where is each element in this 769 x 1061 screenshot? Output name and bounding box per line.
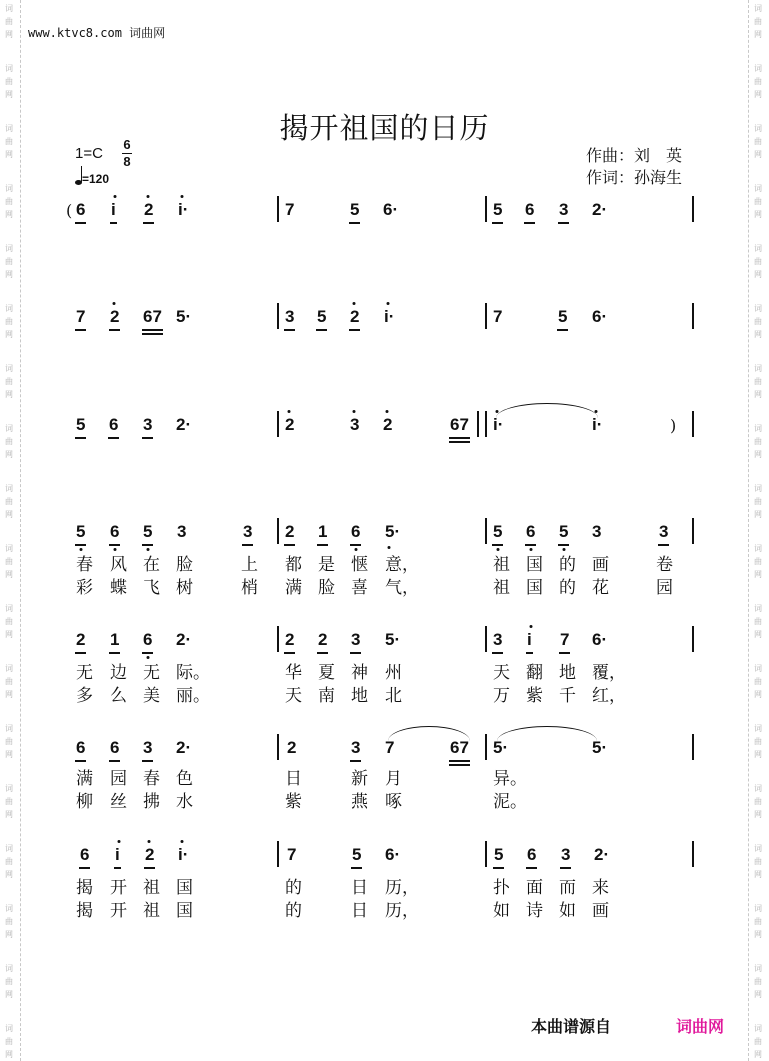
lyric: 边 (110, 663, 127, 683)
watermark-stamp: 词 曲 网 (5, 64, 13, 99)
lyricist-credit: 作词：孙海生 (586, 168, 683, 187)
lyric: 新 (351, 769, 368, 789)
lyric: 无 (76, 663, 93, 683)
lyric: 的 (285, 901, 302, 921)
notation-row-4 (0, 522, 769, 552)
note: i (115, 845, 120, 864)
watermark-stamp: 词 曲 网 (5, 664, 13, 699)
lyric: 满 (76, 769, 93, 789)
note: 7 (385, 738, 395, 757)
lyric: 丝 (110, 792, 127, 812)
note: 1 (110, 630, 120, 649)
note: 2 (145, 845, 155, 864)
notation-row-3 (0, 415, 769, 445)
note: 3 (561, 845, 571, 864)
note: 6 (110, 738, 120, 757)
note: 2· (592, 200, 608, 219)
lyric: 来 (592, 878, 609, 898)
song-title: 揭开祖国的日历 (279, 111, 490, 145)
note: 6 (110, 522, 120, 541)
lyric: 历， (385, 901, 419, 921)
note: 6 (80, 845, 90, 864)
note: 5 (559, 522, 569, 541)
lyric: 梢 (241, 578, 258, 598)
watermark-stamp: 词 曲 网 (5, 724, 13, 759)
note: 2 (285, 630, 295, 649)
lyric: 柳 (76, 792, 93, 812)
lyric: 祖 (493, 578, 510, 598)
watermark-stamp: 词 曲 网 (754, 544, 762, 579)
lyric: 日 (351, 901, 368, 921)
lyric: 国 (176, 878, 193, 898)
lyric: 紫 (526, 686, 543, 706)
lyric: 美 (143, 686, 160, 706)
lyric: 画 (592, 555, 609, 575)
watermark-stamp: 词 曲 网 (754, 844, 762, 879)
note: 5· (385, 630, 401, 649)
lyric: 月 (385, 769, 402, 789)
tempo-mark (75, 172, 109, 186)
key-signature (75, 137, 131, 169)
lyric: 树 (176, 578, 193, 598)
bar-line (277, 626, 279, 652)
bar-line (277, 841, 279, 867)
bar-line (485, 411, 487, 437)
lyric: 地 (351, 686, 368, 706)
lyric: 水 (176, 792, 193, 812)
lyric: 彩 (76, 578, 93, 598)
lyric: 开 (110, 878, 127, 898)
notation-row-1 (0, 200, 769, 230)
lyrics-row-6b (0, 792, 769, 822)
site-url: www.ktvc8.com 词曲网 (28, 26, 166, 40)
note: 7 (287, 845, 297, 864)
lyric: 的 (559, 555, 576, 575)
close-paren: ) (670, 416, 677, 435)
note: 7 (560, 630, 570, 649)
lyric: 泥。 (493, 792, 527, 812)
lyric: 际。 (176, 663, 210, 683)
watermark-stamp: 词 曲 网 (754, 4, 762, 39)
lyric: 喜 (351, 578, 368, 598)
lyric: 祖 (143, 901, 160, 921)
note: 3 (351, 630, 361, 649)
lyric: 开 (110, 901, 127, 921)
note: 3 (659, 522, 669, 541)
bar-line (485, 196, 487, 222)
lyric: 祖 (143, 878, 160, 898)
watermark-stamp: 词 曲 网 (754, 304, 762, 339)
lyric: 园 (656, 578, 673, 598)
note: 2 (287, 738, 297, 757)
note: 3 (350, 415, 360, 434)
brand-link[interactable]: 词曲网 (676, 1017, 725, 1036)
note: 5 (352, 845, 362, 864)
watermark-stamp: 词 曲 网 (5, 484, 13, 519)
watermark-stamp: 词 曲 网 (754, 124, 762, 159)
open-paren: ( (66, 201, 73, 220)
note: 5· (592, 738, 608, 757)
bar-line (692, 841, 694, 867)
lyric: 天 (493, 663, 510, 683)
note: 3 (143, 415, 153, 434)
lyric: 而 (559, 878, 576, 898)
note: 2· (176, 415, 192, 434)
tie-slur (497, 726, 597, 741)
bar-line (277, 518, 279, 544)
lyric: 多 (76, 686, 93, 706)
note: 2· (176, 738, 192, 757)
bar-line (485, 303, 487, 329)
note: i· (178, 200, 189, 219)
note: 2 (285, 522, 295, 541)
note: 67 (450, 738, 469, 757)
lyric: 诗 (526, 901, 543, 921)
note: 6 (527, 845, 537, 864)
note: i· (493, 415, 504, 434)
watermark-stamp: 词 曲 网 (5, 124, 13, 159)
watermark-stamp: 词 曲 网 (5, 304, 13, 339)
note: 5 (493, 200, 503, 219)
tempo-value: =120 (82, 172, 110, 186)
lyric: 历， (385, 878, 419, 898)
note: i (111, 200, 116, 219)
tie-slur (496, 403, 598, 418)
lyric: 画 (592, 901, 609, 921)
lyric: 千 (559, 686, 576, 706)
time-sig-denominator: 8 (123, 154, 131, 169)
lyric: 惬 (351, 555, 368, 575)
note: i· (178, 845, 189, 864)
lyric: 夏 (318, 663, 335, 683)
note: 6 (76, 200, 86, 219)
notation-row-5 (0, 630, 769, 660)
lyric: 满 (285, 578, 302, 598)
lyric: 北 (385, 686, 402, 706)
lyric: 都 (285, 555, 302, 575)
note: 3 (177, 522, 187, 541)
note: 6· (592, 307, 608, 326)
note: 6 (109, 415, 119, 434)
lyric: 日 (285, 769, 302, 789)
note: 5 (494, 845, 504, 864)
lyric: 祖 (493, 555, 510, 575)
time-signature (122, 138, 132, 169)
note: 2· (594, 845, 610, 864)
quarter-note-icon (75, 180, 82, 185)
watermark-stamp: 词 曲 网 (5, 184, 13, 219)
lyric: 卷 (656, 555, 673, 575)
bar-line (277, 411, 279, 437)
note: 5 (350, 200, 360, 219)
note: 6 (351, 522, 361, 541)
notation-row-7 (0, 845, 769, 875)
lyric: 国 (176, 901, 193, 921)
note: 5 (76, 522, 86, 541)
time-sig-numerator: 6 (123, 137, 131, 152)
watermark-stamp: 词 曲 网 (5, 364, 13, 399)
bar-line (692, 411, 694, 437)
note: 7 (285, 200, 295, 219)
watermark-stamp: 词 曲 网 (754, 784, 762, 819)
note: 6 (76, 738, 86, 757)
note: 3 (351, 738, 361, 757)
lyric: 日 (351, 878, 368, 898)
lyric: 天 (285, 686, 302, 706)
watermark-stamp: 词 曲 网 (5, 964, 13, 999)
lyric: 异。 (493, 769, 527, 789)
lyric: 在 (143, 555, 160, 575)
watermark-stamp: 词 曲 网 (754, 364, 762, 399)
lyric: 覆， (592, 663, 626, 683)
note: 5 (493, 522, 503, 541)
notation-row-6 (0, 738, 769, 768)
lyrics-row-5b (0, 686, 769, 716)
note: 5 (76, 415, 86, 434)
note: 3 (493, 630, 503, 649)
note: 6· (383, 200, 399, 219)
note: 7 (76, 307, 86, 326)
lyric: 风 (110, 555, 127, 575)
lyric: 春 (143, 769, 160, 789)
lyric: 意， (385, 555, 419, 575)
note: 3 (243, 522, 253, 541)
bar-line (277, 303, 279, 329)
lyric: 啄 (385, 792, 402, 812)
watermark-stamp: 词 曲 网 (754, 184, 762, 219)
note: 6· (385, 845, 401, 864)
lyric: 的 (285, 878, 302, 898)
watermark-stamp: 词 曲 网 (5, 904, 13, 939)
note: 2 (383, 415, 393, 434)
lyric: 翻 (526, 663, 543, 683)
note: 1 (318, 522, 328, 541)
note: 6 (526, 522, 536, 541)
lyric: 扑 (493, 878, 510, 898)
lyric: 脸 (176, 555, 193, 575)
note: 2 (350, 307, 360, 326)
note: 6 (143, 630, 153, 649)
watermark-stamp: 词 曲 网 (754, 964, 762, 999)
watermark-stamp: 词 曲 网 (754, 424, 762, 459)
note: 2 (76, 630, 86, 649)
watermark-stamp: 词 曲 网 (5, 844, 13, 879)
lyrics-row-7b (0, 901, 769, 931)
composer-credit: 作曲：刘 英 (586, 146, 683, 165)
bar-line (485, 841, 487, 867)
lyric: 蝶 (110, 578, 127, 598)
lyric: 是 (318, 555, 335, 575)
bar-line (692, 734, 694, 760)
note: 5 (143, 522, 153, 541)
watermark-stamp: 词 曲 网 (5, 604, 13, 639)
lyric: 无 (143, 663, 160, 683)
note: 5 (558, 307, 568, 326)
note: 3 (559, 200, 569, 219)
bar-line (692, 626, 694, 652)
lyric: 南 (318, 686, 335, 706)
note: 2 (285, 415, 295, 434)
note: 2 (144, 200, 154, 219)
lyric: 神 (351, 663, 368, 683)
lyric: 园 (110, 769, 127, 789)
lyric: 国 (526, 578, 543, 598)
watermark-stamp: 词 曲 网 (5, 424, 13, 459)
watermark-stamp: 词 曲 网 (754, 604, 762, 639)
lyric: 国 (526, 555, 543, 575)
lyric: 丽。 (176, 686, 210, 706)
bar-line (692, 196, 694, 222)
lyric: 拂 (143, 792, 160, 812)
lyric: 色 (176, 769, 193, 789)
watermark-stamp: 词 曲 网 (5, 4, 13, 39)
lyric: 揭 (76, 878, 93, 898)
lyric: 如 (493, 901, 510, 921)
lyric: 揭 (76, 901, 93, 921)
note: 2 (110, 307, 120, 326)
bar-line (477, 411, 479, 437)
watermark-stamp: 词 曲 网 (754, 484, 762, 519)
bar-line (485, 734, 487, 760)
watermark-stamp: 词 曲 网 (5, 784, 13, 819)
note: i· (592, 415, 603, 434)
watermark-stamp: 词 曲 网 (5, 1024, 13, 1059)
watermark-stamp: 词 曲 网 (754, 724, 762, 759)
watermark-stamp: 词 曲 网 (754, 1024, 762, 1059)
lyric: 气， (385, 578, 419, 598)
lyric: 红， (592, 686, 626, 706)
bar-line (485, 626, 487, 652)
lyric: 上 (241, 555, 258, 575)
bar-line (277, 196, 279, 222)
note: 6 (525, 200, 535, 219)
note: 5· (493, 738, 509, 757)
watermark-stamp: 词 曲 网 (754, 64, 762, 99)
note: 3 (285, 307, 295, 326)
lyric: 州 (385, 663, 402, 683)
lyric: 地 (559, 663, 576, 683)
notation-row-2 (0, 307, 769, 337)
watermark-stamp: 词 曲 网 (5, 544, 13, 579)
lyric: 脸 (318, 578, 335, 598)
note: 2· (176, 630, 192, 649)
lyric: 面 (526, 878, 543, 898)
bar-line (277, 734, 279, 760)
note: 5· (385, 522, 401, 541)
note: 5· (176, 307, 192, 326)
source-label: 本曲谱源自 (531, 1017, 612, 1036)
note: 7 (493, 307, 503, 326)
bar-line (692, 518, 694, 544)
note: 67 (143, 307, 162, 326)
lyric: 么 (110, 686, 127, 706)
note: i (527, 630, 532, 649)
lyric: 飞 (143, 578, 160, 598)
note: 3 (592, 522, 602, 541)
lyric: 燕 (351, 792, 368, 812)
lyric: 如 (559, 901, 576, 921)
key-label: 1=C (75, 145, 103, 162)
lyrics-row-4b (0, 578, 769, 608)
watermark-stamp: 词 曲 网 (754, 904, 762, 939)
note: 67 (450, 415, 469, 434)
watermark-stamp: 词 曲 网 (754, 664, 762, 699)
note: 5 (317, 307, 327, 326)
watermark-stamp: 词 曲 网 (754, 244, 762, 279)
lyric: 万 (493, 686, 510, 706)
watermark-stamp: 词 曲 网 (5, 244, 13, 279)
note: 6· (592, 630, 608, 649)
lyric: 华 (285, 663, 302, 683)
note: 2 (318, 630, 328, 649)
lyric: 紫 (285, 792, 302, 812)
lyric: 花 (592, 578, 609, 598)
lyric: 的 (559, 578, 576, 598)
note: 3 (143, 738, 153, 757)
note: i· (384, 307, 395, 326)
bar-line (485, 518, 487, 544)
bar-line (692, 303, 694, 329)
lyric: 春 (76, 555, 93, 575)
